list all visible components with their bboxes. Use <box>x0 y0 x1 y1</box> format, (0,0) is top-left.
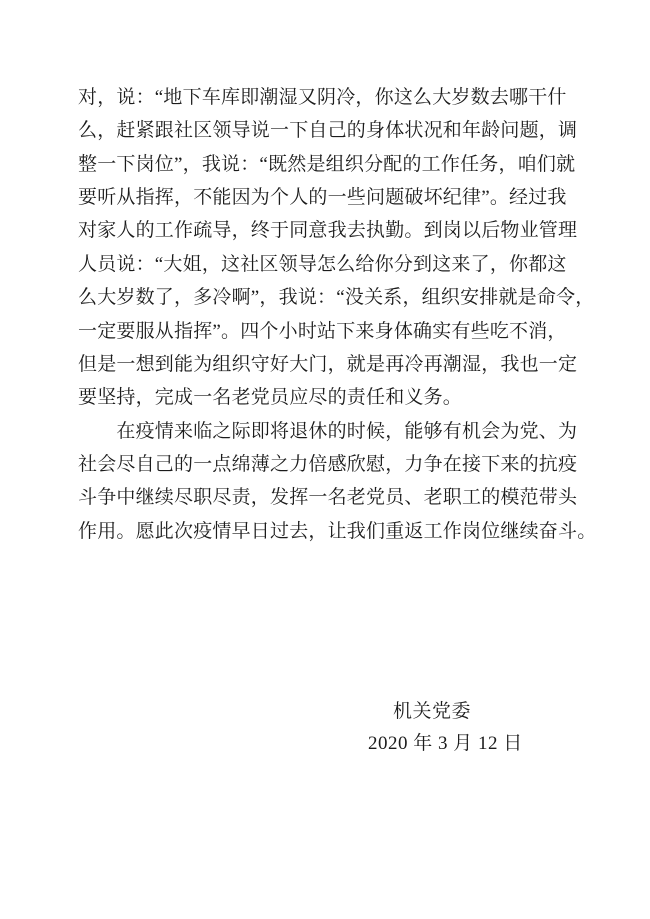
text-line: 作用。愿此次疫情早日过去，让我们重返工作岗位继续奋斗。 <box>78 520 597 542</box>
text-line: 在疫情来临之际即将退休的时候，能够有机会为党、为 <box>78 420 578 442</box>
text-line: 斗争中继续尽职尽责，发挥一名老党员、老职工的模范带头 <box>78 487 578 509</box>
text-line: 社会尽自己的一点绵薄之力倍感欣慰，力争在接下来的抗疫 <box>78 453 578 475</box>
text-line: 但是一想到能为组织守好大门，就是再冷再潮湿，我也一定 <box>78 353 578 375</box>
text-line: 么，赶紧跟社区领导说一下自己的身体状况和年龄问题，调 <box>78 120 578 142</box>
text-line: 对，说：“地下车库即潮湿又阴冷，你这么大岁数去哪干什 <box>78 87 567 108</box>
text-line: 要听从指挥，不能因为个人的一些问题破坏纪律”。经过我 <box>78 187 567 209</box>
date-line: 2020 年 3 月 12 日 <box>368 733 523 754</box>
text-line: 对家人的工作疏导，终于同意我去执勤。到岗以后物业管理 <box>78 220 578 242</box>
text-line: 要坚持，完成一名老党员应尽的责任和义务。 <box>78 387 463 409</box>
text-line: 么大岁数了，多冷啊”，我说：“没关系，组织安排就是命令， <box>78 287 595 309</box>
text-line: 整一下岗位”，我说：“既然是组织分配的工作任务，咱们就 <box>78 153 576 175</box>
text-line: 一定要服从指挥”。四个小时站下来身体确实有些吃不消， <box>78 320 567 342</box>
signature-line: 机关党委 <box>393 701 472 722</box>
document-body <box>78 81 597 548</box>
text-line: 人员说：“大姐，这社区领导怎么给你分到这来了，你都这 <box>78 253 567 275</box>
